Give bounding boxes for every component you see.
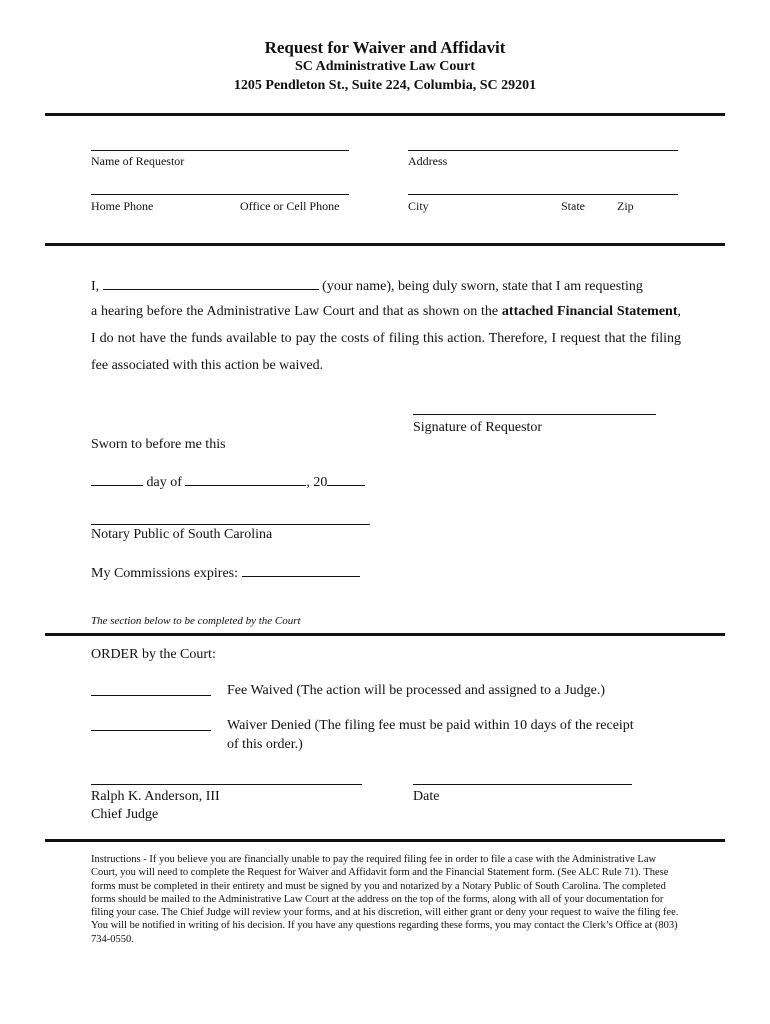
instructions-text: Instructions - If you believe you are financially unable to pay the required filing fee in order to file a case with the Administrative Law Court, you will need to complete the Request for Waiver and Affidavit form and the Financial Statement form. (See ALC Rule 71). These forms must be completed in their entirety and must be signed by you and notarized by a Notary Public of South Carolina. The completed forms should be mailed to the Administrative Law Court at the address on the top of the forms, along with all of your documentation for filing your case. The Chief Judge will review your forms, and at his discretion, will either grant or deny your request to waive the filing fee. You will be notified in writing of his decision. If you have any questions regarding these forms, you may contact the Clerk’s Office at (803) 734-0550. xyxy=(91,854,679,945)
month-blank[interactable] xyxy=(185,473,306,486)
attached-financial-statement: attached Financial Statement xyxy=(501,304,678,319)
phone-field[interactable] xyxy=(91,194,349,195)
form-title: Request for Waiver and Affidavit xyxy=(264,38,506,57)
court-address: 1205 Pendleton St., Suite 224, Columbia, SC 29201 xyxy=(233,78,537,93)
commission-expires-blank[interactable] xyxy=(242,564,360,577)
fields-divider xyxy=(45,243,725,246)
header-divider xyxy=(45,113,725,116)
signature-of-requestor-label: Signature of Requestor xyxy=(413,420,543,435)
waiver-denied-blank[interactable] xyxy=(91,718,211,731)
affidavit-line-1-suffix: (your name), being duly sworn, state that I am requesting xyxy=(322,279,643,294)
home-phone-label: Home Phone xyxy=(91,199,154,213)
order-heading: ORDER by the Court: xyxy=(91,647,216,662)
day-of-text: day of xyxy=(146,475,182,490)
waiver-denied-row xyxy=(91,718,211,736)
affidavit-line-1 xyxy=(91,277,643,295)
year-prefix: , 20 xyxy=(306,475,328,490)
signature-of-requestor-line[interactable] xyxy=(413,414,656,415)
fee-waived-row xyxy=(91,683,211,701)
waiver-denied-text-2: of this order.) xyxy=(227,737,303,752)
affidavit-prefix: I, xyxy=(91,279,100,294)
court-divider xyxy=(45,633,725,636)
year-blank[interactable] xyxy=(327,473,365,486)
city-label: City xyxy=(408,199,429,213)
day-blank[interactable] xyxy=(91,473,143,486)
city-state-zip-field[interactable] xyxy=(408,194,678,195)
notary-label: Notary Public of South Carolina xyxy=(91,527,273,542)
name-of-requestor-field[interactable] xyxy=(91,150,349,151)
date-label: Date xyxy=(413,789,440,804)
address-label: Address xyxy=(408,154,448,168)
commission-line xyxy=(91,564,360,582)
court-section-note: The section below to be completed by the Court xyxy=(91,615,301,627)
judge-name: Ralph K. Anderson, III xyxy=(91,789,220,804)
sworn-date-line xyxy=(91,473,365,491)
instructions-divider xyxy=(45,839,725,842)
waiver-denied-text-1: Waiver Denied (The filing fee must be paid within 10 days of the receipt xyxy=(227,718,634,733)
date-line[interactable] xyxy=(413,784,632,785)
judge-signature-line[interactable] xyxy=(91,784,362,785)
fee-waived-text: Fee Waived (The action will be processed and assigned to a Judge.) xyxy=(227,683,606,698)
affidavit-body-b: , I do not have the funds available to pay the costs of filing this action. Therefore, I request that the filing fee associated with this action be waived. xyxy=(91,304,681,373)
sworn-text: Sworn to before me this xyxy=(91,437,226,452)
address-field[interactable] xyxy=(408,150,678,151)
office-phone-label: Office or Cell Phone xyxy=(240,199,340,213)
fee-waived-blank[interactable] xyxy=(91,683,211,696)
affidavit-body-a: a hearing before the Administrative Law Court and that as shown on the xyxy=(91,304,499,319)
judge-title: Chief Judge xyxy=(91,807,159,822)
name-of-requestor-label: Name of Requestor xyxy=(91,154,185,168)
affidavit-body xyxy=(91,298,681,379)
your-name-blank[interactable] xyxy=(103,277,319,290)
notary-signature-line[interactable] xyxy=(91,524,370,525)
commission-label: My Commissions expires: xyxy=(91,566,239,581)
zip-label: Zip xyxy=(617,199,634,213)
state-label: State xyxy=(561,199,585,213)
court-name: SC Administrative Law Court xyxy=(294,59,476,74)
